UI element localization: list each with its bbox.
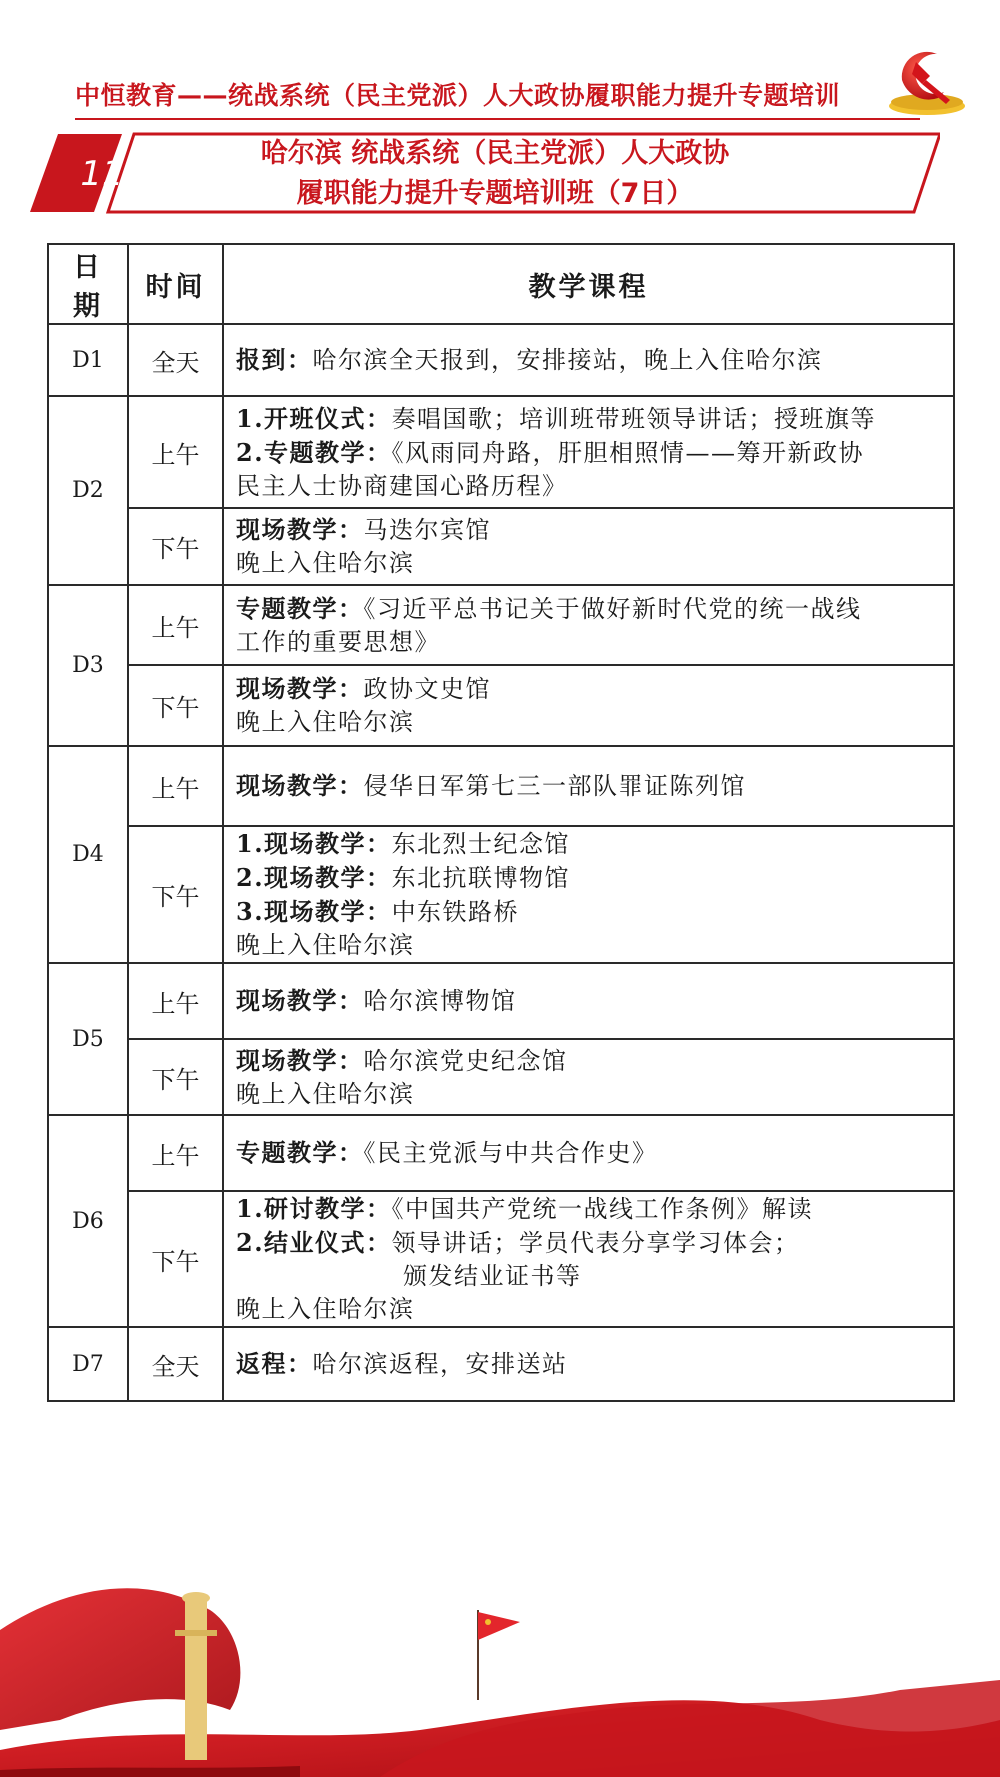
course-label: 专题教学： [236, 1138, 364, 1167]
course-label: 现场教学： [236, 1045, 364, 1075]
course-text: 马迭尔宾馆 [363, 516, 491, 544]
time-cell: 下午 [128, 1191, 223, 1327]
table-row [48, 324, 954, 396]
course-cell [223, 585, 954, 665]
table-row [48, 1039, 954, 1115]
course-line [236, 861, 941, 895]
course-text: 奏唱国歌；培训班带班领导讲话；授班旗等 [391, 404, 877, 433]
course-line [236, 1293, 941, 1326]
course-text: 东北烈士纪念馆 [391, 830, 571, 858]
course-text: 哈尔滨党史纪念馆 [363, 1046, 568, 1075]
table-row [48, 1327, 954, 1401]
time-cell: 下午 [128, 665, 223, 746]
course-text: 颁发结业证书等 [403, 1262, 582, 1290]
course-cell [223, 746, 954, 826]
course-line [236, 547, 941, 580]
table-row [48, 585, 954, 665]
day-cell: D2 [48, 396, 128, 585]
course-cell [223, 1327, 954, 1401]
course-label: 报到： [236, 345, 313, 374]
banner-title [190, 134, 800, 214]
course-line [236, 827, 941, 861]
course-line [236, 1226, 941, 1260]
header-date: 日期 [48, 244, 128, 324]
course-cell [223, 963, 954, 1039]
course-label: 3.现场教学： [236, 897, 392, 926]
course-text: 工作的重要思想》 [236, 627, 440, 656]
course-line [236, 706, 941, 739]
course-text: 哈尔滨全天报到，安排接站，晚上入住哈尔滨 [312, 346, 823, 374]
course-line [236, 1347, 941, 1381]
course-line [236, 626, 941, 659]
header-content: 教学课程 [223, 244, 954, 324]
table-row [48, 1115, 954, 1191]
course-cell [223, 1039, 954, 1115]
table-row [48, 963, 954, 1039]
course-label: 2.专题教学： [236, 437, 392, 467]
course-line [236, 1192, 941, 1226]
course-line [236, 402, 941, 436]
course-cell [223, 1191, 954, 1327]
course-label: 1.现场教学： [236, 829, 392, 858]
header-divider [75, 118, 920, 120]
course-cell [223, 665, 954, 746]
course-line [236, 1044, 941, 1078]
time-cell: 下午 [128, 508, 223, 585]
course-label: 现场教学： [236, 515, 364, 544]
time-cell: 全天 [128, 324, 223, 396]
table-row [48, 396, 954, 508]
course-label: 现场教学： [236, 674, 364, 703]
course-line [236, 1260, 941, 1293]
day-cell: D6 [48, 1115, 128, 1327]
course-text: 晚上入住哈尔滨 [236, 708, 415, 736]
course-text: 晚上入住哈尔滨 [236, 1079, 415, 1108]
time-cell: 上午 [128, 963, 223, 1039]
day-cell: D3 [48, 585, 128, 746]
course-label: 现场教学： [236, 771, 364, 800]
banner-title-line-2: 履职能力提升专题培训班（7日） [296, 178, 694, 209]
time-cell: 上午 [128, 396, 223, 508]
course-label: 返程： [236, 1349, 313, 1378]
footer-decoration [0, 1570, 1000, 1777]
course-label: 2.结业仪式： [236, 1228, 392, 1257]
course-line [236, 895, 941, 929]
time-cell: 全天 [128, 1327, 223, 1401]
course-text: 政协文史馆 [363, 675, 491, 703]
course-label: 1.开班仪式： [236, 403, 392, 433]
course-line [236, 1078, 941, 1111]
course-line [236, 929, 941, 962]
course-text: 《习近平总书记关于做好新时代党的统一战线 [363, 594, 862, 623]
table-row [48, 665, 954, 746]
day-cell: D1 [48, 324, 128, 396]
course-label: 专题教学： [236, 593, 364, 623]
red-flag-icon [478, 1610, 520, 1700]
header-time: 时间 [128, 244, 223, 324]
course-text: 《民主党派与中共合作史》 [363, 1139, 658, 1167]
course-text: 哈尔滨博物馆 [363, 987, 517, 1015]
course-text: 晚上入住哈尔滨 [236, 549, 415, 577]
time-cell: 上午 [128, 1115, 223, 1191]
table-row [48, 1191, 954, 1327]
course-line [236, 769, 941, 803]
course-text: 晚上入住哈尔滨 [236, 931, 415, 959]
day-cell: D5 [48, 963, 128, 1115]
course-cell [223, 324, 954, 396]
time-cell: 上午 [128, 585, 223, 665]
table-header-row [48, 244, 954, 324]
course-line [236, 343, 941, 377]
course-text: 领导讲话；学员代表分享学习体会； [391, 1229, 800, 1257]
course-text: 《中国共产党统一战线工作条例》解读 [391, 1195, 814, 1223]
course-cell [223, 1115, 954, 1191]
course-text: 中东铁路桥 [391, 898, 520, 926]
course-line [236, 592, 941, 626]
course-line [236, 470, 941, 503]
table-row [48, 826, 954, 963]
course-line [236, 513, 941, 547]
course-label: 1.研讨教学： [236, 1194, 392, 1223]
table-row [48, 746, 954, 826]
course-text: 侵华日军第七三一部队罪证陈列馆 [363, 772, 746, 800]
course-line [236, 436, 941, 470]
time-cell: 下午 [128, 1039, 223, 1115]
course-cell [223, 396, 954, 508]
banner-number: 11 [80, 154, 124, 194]
course-cell [223, 508, 954, 585]
course-text: 晚上入住哈尔滨 [236, 1295, 415, 1323]
course-text: 哈尔滨返程，安排送站 [312, 1350, 568, 1378]
course-cell [223, 826, 954, 963]
course-line [236, 984, 941, 1018]
time-cell: 下午 [128, 826, 223, 963]
course-label: 2.现场教学： [236, 863, 392, 892]
table-row [48, 508, 954, 585]
course-line [236, 672, 941, 706]
party-emblem-icon [882, 40, 972, 120]
course-label: 现场教学： [236, 986, 364, 1015]
header-title: 中恒教育——统战系统（民主党派）人大政协履职能力提升专题培训 [75, 81, 841, 110]
day-cell: D4 [48, 746, 128, 963]
course-text: 民主人士协商建国心路历程》 [236, 471, 568, 500]
banner-title-line-1: 哈尔滨 统战系统（民主党派）人大政协 [260, 138, 730, 169]
course-text: 《风雨同舟路，肝胆相照情——筹开新政协 [391, 438, 865, 467]
time-cell: 上午 [128, 746, 223, 826]
course-line [236, 1136, 941, 1170]
day-cell: D7 [48, 1327, 128, 1401]
course-text: 东北抗联博物馆 [391, 864, 571, 892]
schedule-table [47, 243, 955, 1402]
